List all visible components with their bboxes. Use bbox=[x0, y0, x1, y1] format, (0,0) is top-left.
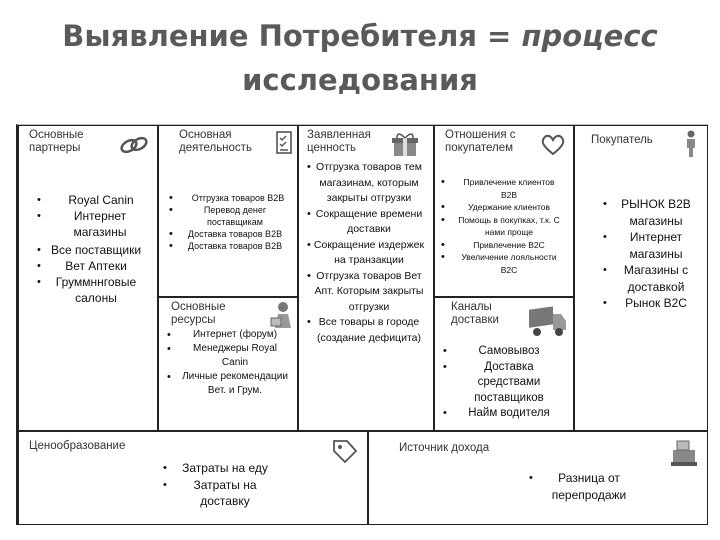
list-item: • Удержание клиентов bbox=[447, 201, 571, 214]
list-item: • Отгрузка товаров B2B bbox=[175, 192, 295, 204]
title-line2: исследования bbox=[242, 63, 478, 97]
list-item: • Затраты на еду bbox=[169, 460, 281, 477]
segments-block bbox=[574, 125, 708, 431]
business-model-canvas bbox=[16, 124, 708, 525]
list-item: • Самовывоз bbox=[449, 344, 569, 360]
value-header: Заявленная ценность bbox=[307, 129, 371, 154]
list-item: • Личные рекомендации Вет. и Грум. bbox=[173, 370, 297, 398]
truck-icon bbox=[527, 304, 569, 338]
resources-header: Основные ресурсы bbox=[171, 301, 226, 326]
worker-icon bbox=[269, 300, 295, 330]
slide-title bbox=[0, 14, 720, 102]
list-item: • Рынок B2C bbox=[609, 295, 703, 312]
costs-header: Ценообразование bbox=[29, 440, 126, 452]
channels-header: Каналы доставки bbox=[451, 301, 499, 326]
list-item: • Помощь в покупках, т.к. С нами проще bbox=[447, 214, 571, 239]
list-item: • Перевод денег поставщикам bbox=[175, 204, 295, 228]
costs-list bbox=[169, 460, 281, 510]
chain-link-icon bbox=[119, 132, 149, 158]
segments-header: Покупатель bbox=[591, 134, 653, 146]
list-item: • Доставка средствами поставщиков bbox=[449, 360, 569, 407]
checklist-icon bbox=[275, 130, 293, 156]
list-item: • Все поставщики bbox=[43, 242, 149, 258]
list-item: • Интернет магазины bbox=[609, 229, 703, 262]
revenue-block bbox=[368, 431, 708, 525]
list-item: • Менеджеры Royal Canin bbox=[173, 342, 297, 370]
list-item: • Royal Canin bbox=[43, 192, 149, 208]
list-item: • Затраты на доставку bbox=[169, 477, 281, 510]
resources-block bbox=[158, 297, 298, 431]
partners-block bbox=[18, 125, 158, 431]
list-item: • РЫНОК B2B магазины bbox=[609, 196, 703, 229]
revenue-list bbox=[535, 470, 643, 503]
activities-header: Основная деятельность bbox=[179, 129, 252, 154]
list-item: • Все товары в городе (создание дефицита) bbox=[313, 315, 425, 346]
partners-header: Основные партнеры bbox=[29, 129, 84, 154]
list-item: • Отгрузка товаров тем магазинам, которым закрыты отгрузки bbox=[313, 160, 425, 207]
gift-icon bbox=[391, 132, 419, 158]
list-item: • Доставка товаров B2B bbox=[175, 240, 295, 252]
relationships-block bbox=[434, 125, 574, 297]
list-item: • Найм водителя bbox=[449, 406, 569, 422]
list-item: • Привлечение B2C bbox=[447, 239, 571, 252]
list-item: • Вет Аптеки bbox=[43, 258, 149, 274]
costs-block bbox=[18, 431, 368, 525]
activities-block bbox=[158, 125, 298, 297]
relationships-list bbox=[447, 176, 571, 276]
revenue-header: Источник дохода bbox=[399, 442, 490, 454]
list-item: • Разница от перепродажи bbox=[535, 470, 643, 503]
list-item: • Сокращение времени доставки bbox=[313, 207, 425, 238]
cash-register-icon bbox=[669, 438, 699, 468]
segments-list bbox=[609, 196, 703, 312]
list-item: • Увеличение лояльности B2C bbox=[447, 251, 571, 276]
list-item: • Отгрузка товаров Вет Апт. Которым закрыты отгрузки bbox=[313, 269, 425, 316]
list-item: • Магазины с доставкой bbox=[609, 262, 703, 295]
resources-list bbox=[173, 328, 297, 398]
heart-icon bbox=[541, 134, 565, 156]
channels-block bbox=[434, 297, 574, 431]
list-item: • Интернет магазины bbox=[43, 208, 149, 240]
price-tag-icon bbox=[331, 438, 359, 464]
value-list bbox=[313, 160, 425, 346]
list-item: • Привлечение клиентов B2B bbox=[447, 176, 571, 201]
list-item: • Интернет (форум) bbox=[173, 328, 297, 342]
relationships-header: Отношения с покупателем bbox=[445, 129, 516, 154]
list-item: • Груммннговые салоны bbox=[43, 274, 149, 306]
title-line1: Выявление Потребителя = bbox=[62, 19, 522, 53]
value-block bbox=[298, 125, 434, 431]
activities-list bbox=[175, 192, 295, 252]
list-item: • Доставка товаров B2B bbox=[175, 228, 295, 240]
title-line1-italic: процесс bbox=[521, 19, 658, 53]
person-icon bbox=[683, 130, 699, 158]
channels-list bbox=[449, 344, 569, 422]
list-item: • Сокращение издержек на транзакции bbox=[313, 238, 425, 269]
partners-list bbox=[43, 192, 149, 306]
